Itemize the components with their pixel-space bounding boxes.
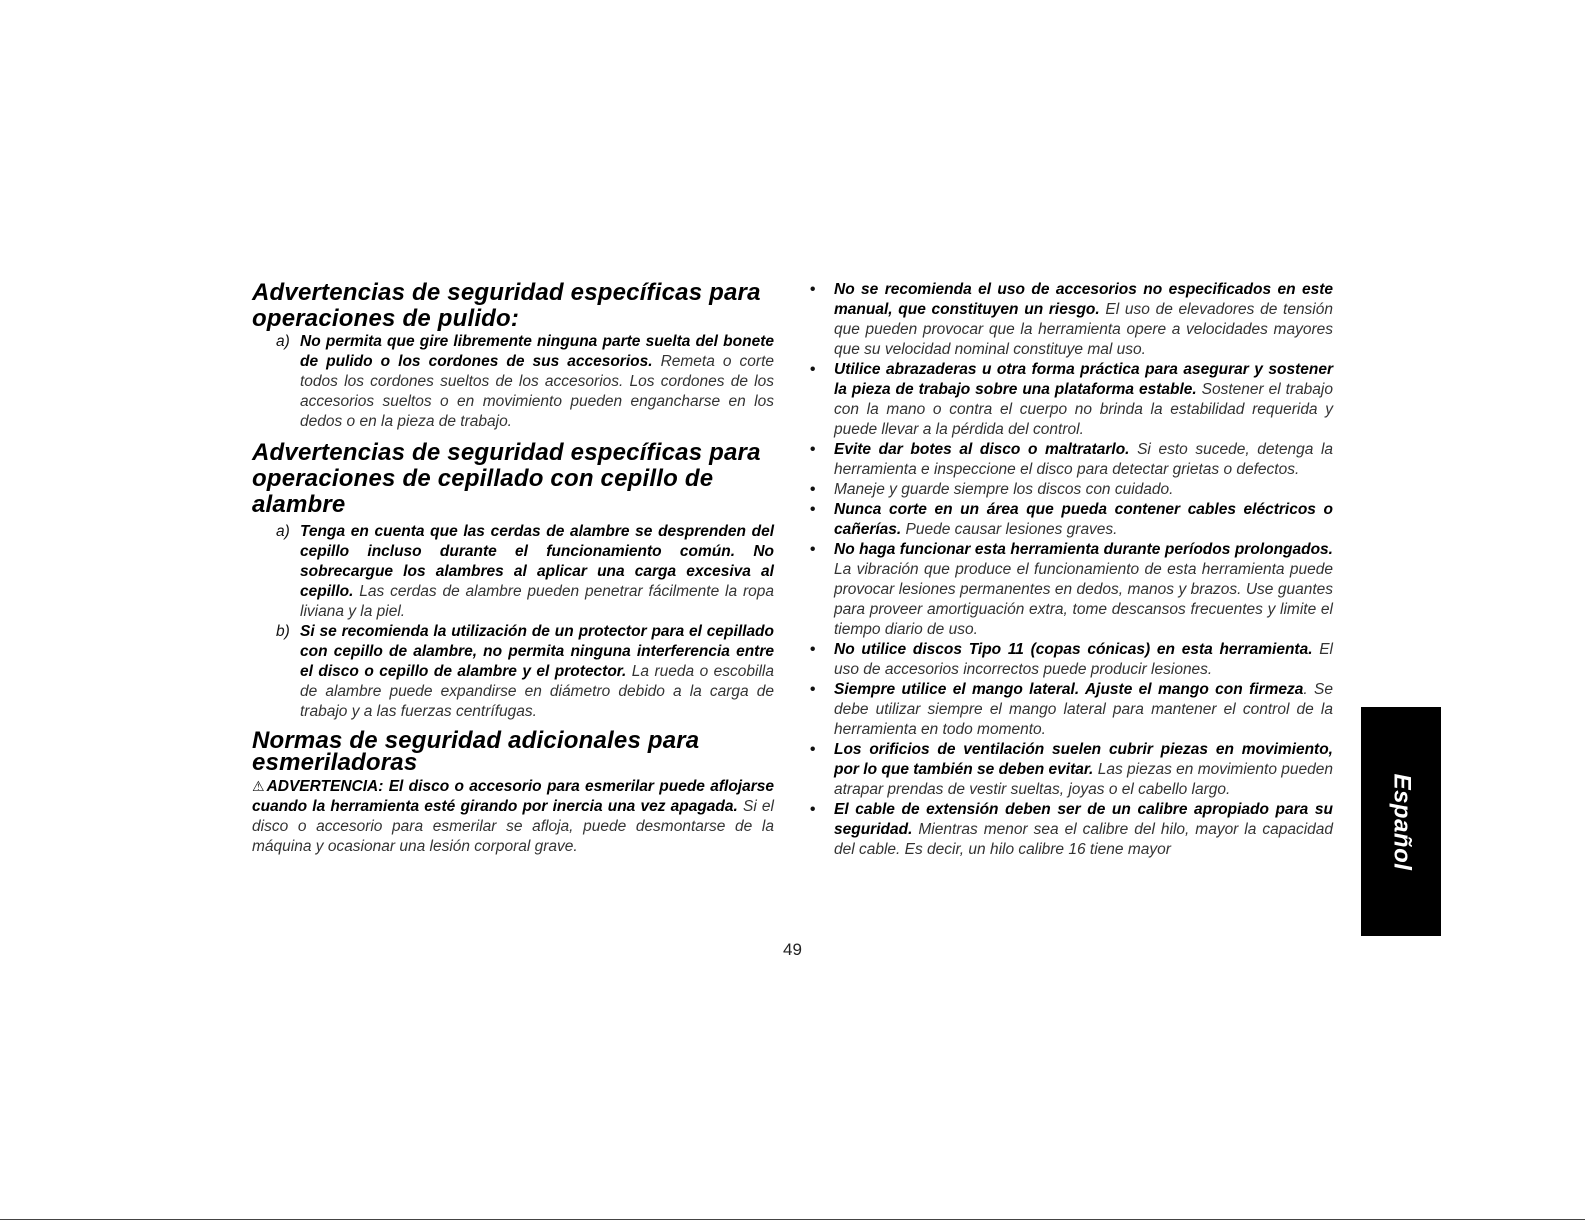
right-column [810,280,1333,860]
bullet-icon: • [810,681,816,698]
bullet-bold-text: Evite dar botes al disco o maltratarlo. [834,441,1130,458]
bullet-icon: • [810,541,816,558]
list-item [252,622,774,722]
item-text: La rueda o escobilla de alambre puede expandirse en diámetro debido a la carga de trabajo y a las fuerzas centrífugas. [300,663,774,720]
section-heading: Advertencias de seguridad específicas para operaciones de pulido: [252,279,761,332]
bullet-item [810,500,1333,540]
bullet-text: Maneje y guarde siempre los discos con cuidado. [834,481,1174,498]
bullet-text: El uso de elevadores de tensión que pueden provocar que la herramienta opere a velocidades mayores que su velocidad nominal constituye mal uso. [834,301,1333,358]
bullet-item [810,680,1333,740]
item-bold-text: Si se recomienda la utilización de un protector para el cepillado con cepillo de alambre, no permita ninguna interferencia entre el disco o cepillo de alambre y el protector. [300,623,774,680]
section-grinder-rules [252,727,774,857]
bullet-text: Mientras menor sea el calibre del hilo, mayor la capacidad del cable. Es decir, un hilo calibre 16 tiene mayor [834,821,1333,858]
bullet-icon: • [810,501,816,518]
bullet-text: Las piezas en movimiento pueden atrapar prendas de vestir sueltas, joyas o el cabello largo. [834,761,1333,798]
item-text: Las cerdas de alambre pueden penetrar fácilmente la ropa liviana y la piel. [300,583,774,620]
left-column [252,280,774,857]
bullet-bold-text: Nunca corte en un área que pueda contener cables eléctricos o cañerías. [834,501,1333,538]
bullet-text: . Se debe utilizar siempre el mango lateral para mantener el control de la herramienta en todo momento. [834,681,1333,738]
bullet-icon: • [810,641,816,658]
bullet-item [810,280,1333,360]
language-tab [1361,707,1441,936]
bullet-bold-text: No haga funcionar esta herramienta durante períodos prolongados. [834,541,1333,558]
item-marker: b) [276,623,290,640]
section-polishing [252,280,774,432]
section-heading: Advertencias de seguridad específicas para operaciones de cepillado con cepillo de alambre [252,439,761,518]
bullet-icon: • [810,281,816,298]
list-item [252,522,774,622]
bullet-item [810,640,1333,680]
language-tab-label: Español [1388,773,1416,870]
list-item [252,332,774,432]
page-number: 49 [783,940,802,959]
bullet-text: Puede causar lesiones graves. [901,521,1118,538]
bullet-bold-text: No utilice discos Tipo 11 (copas cónicas) en esta herramienta. [834,641,1313,658]
bullet-bold-text: Siempre utilice el mango lateral. Ajuste el mango con firmeza [834,681,1304,698]
bullet-icon: • [810,441,816,458]
bullet-item [810,360,1333,440]
section-wire-brushing [252,440,774,722]
item-bold-text: Tenga en cuenta que las cerdas de alambre se desprenden del cepillo incluso durante el funcionamiento común. No sobrecargue los alambres al aplicar una carga excesiva al cepillo. [300,523,774,600]
bullet-text: La vibración que produce el funcionamiento de esta herramienta puede provocar lesiones permanentes en dedos, manos y brazos. Use guantes para proveer amortiguación extra, tome descansos frecuentes y limite el tiempo diario de uso. [834,561,1333,638]
item-marker: a) [276,523,290,540]
bullet-text: El uso de accesorios incorrectos puede producir lesiones. [834,641,1333,678]
bullet-bold-text: Los orificios de ventilación suelen cubrir piezas en movimiento, por lo que también se deben evitar. [834,741,1333,778]
bullet-item [810,480,1333,500]
bullet-bold-text: No se recomienda el uso de accesorios no especificados en este manual, que constituyen un riesgo. [834,281,1333,318]
bullet-item [810,740,1333,800]
bullet-item [810,540,1333,640]
item-bold-text: No permita que gire libremente ninguna parte suelta del bonete de pulido o los cordones de sus accesorios. [300,333,774,370]
bullet-bold-text: Utilice abrazaderas u otra forma práctica para asegurar y sostener la pieza de trabajo sobre una plataforma estable. [834,361,1333,398]
bullet-icon: • [810,801,816,818]
bullet-icon: • [810,481,816,498]
warning-text: Si el disco o accesorio para esmerilar se afloja, puede desmontarse de la máquina y ocasionar una lesión corporal grave. [252,798,774,855]
bullet-item [810,440,1333,480]
bullet-text: Si esto sucede, detenga la herramienta e inspeccione el disco para detectar grietas o defectos. [834,441,1334,478]
bullet-icon: • [810,361,816,378]
bullet-icon: • [810,741,816,758]
warning-icon: ⚠ [252,778,265,794]
bullet-text: Sostener el trabajo con la mano o contra el cuerpo no brinda la estabilidad requerida y puede llevar a la pérdida del control. [834,381,1333,438]
item-marker: a) [276,333,290,350]
warning-bold-text: ADVERTENCIA: El disco o accesorio para esmerilar puede aflojarse cuando la herramienta esté girando por inercia una vez apagada. [252,778,774,815]
section-heading: Normas de seguridad adicionales para esmeriladoras [252,727,700,776]
bullet-bold-text: El cable de extensión deben ser de un calibre apropiado para su seguridad. [834,801,1333,838]
item-text: Remeta o corte todos los cordones sueltos de los accesorios. Los cordones de los accesorios sueltos o en movimiento pueden engancharse en los dedos o en la pieza de trabajo. [300,353,774,430]
bottom-divider [0,1219,1585,1220]
warning-paragraph [252,776,774,857]
bullet-item [810,800,1333,860]
